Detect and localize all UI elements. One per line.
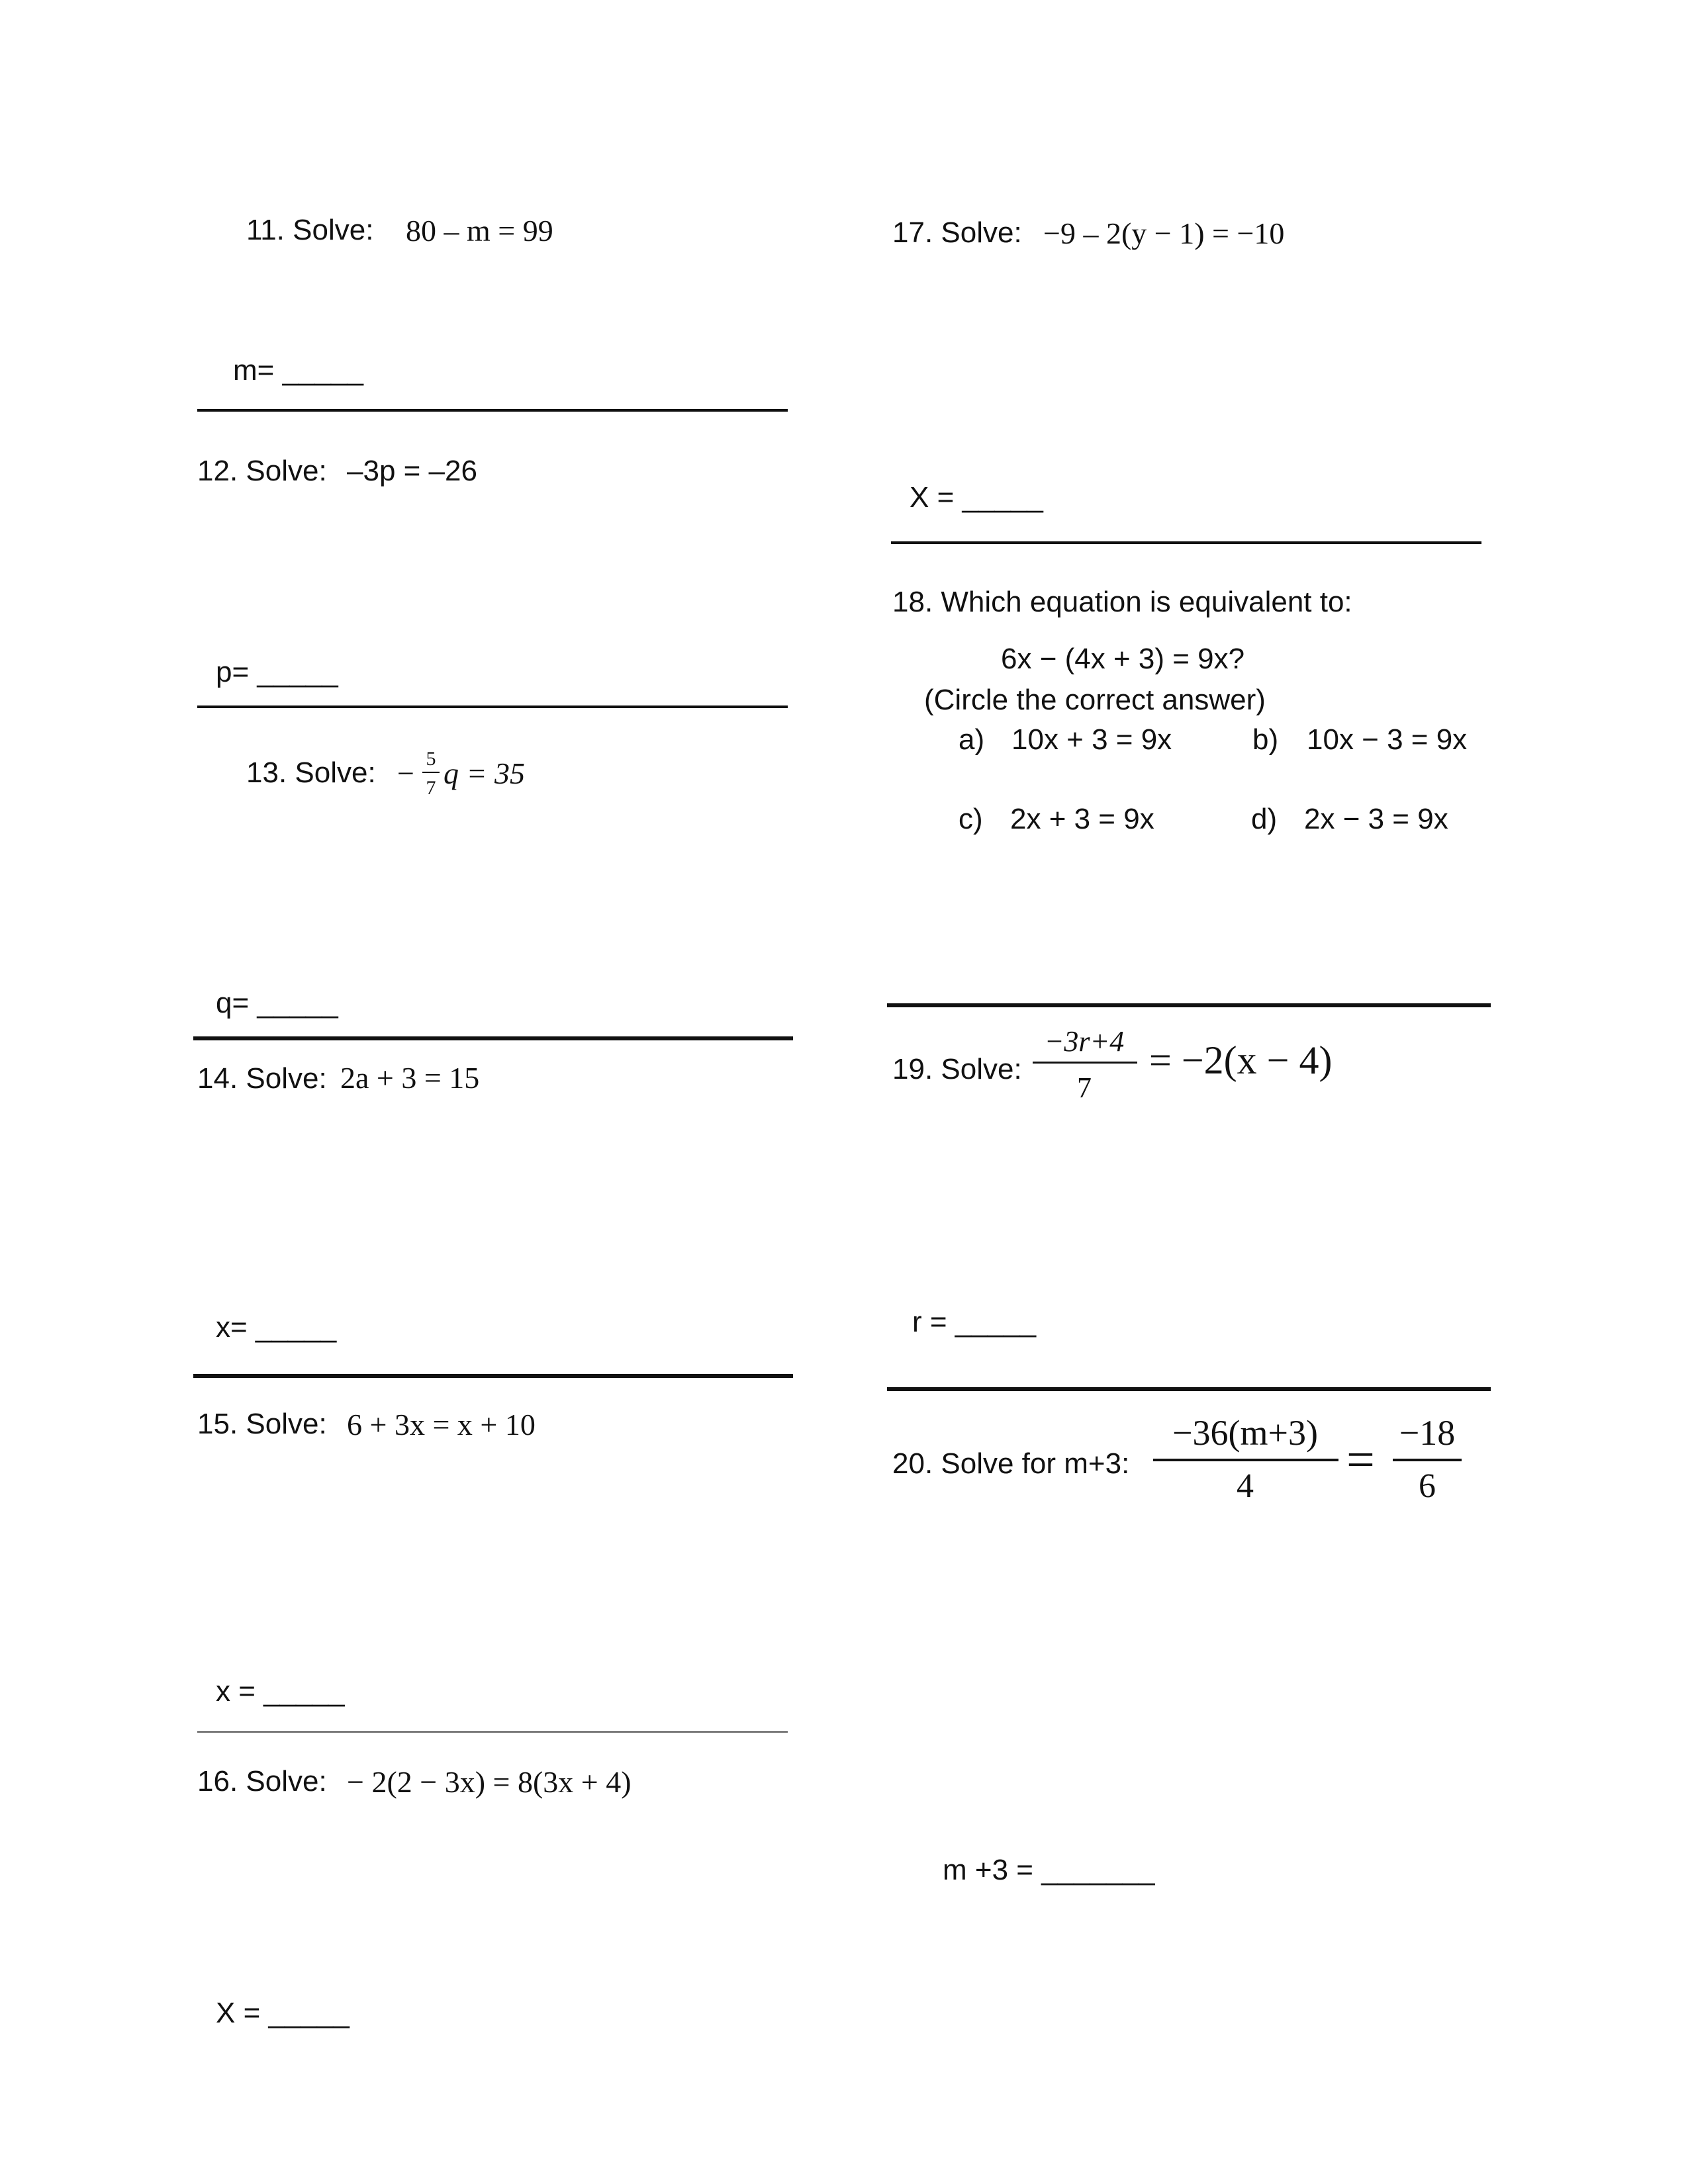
q11-label: 11. Solve: (246, 214, 374, 246)
option-letter: b) (1252, 723, 1279, 756)
q18-equation: 6x − (4x + 3) = 9x? (1001, 643, 1245, 675)
q19-answer-blank[interactable]: r = _____ (912, 1306, 1037, 1338)
q13-fraction-numerator: 5 (426, 748, 436, 770)
q18-instruction: (Circle the correct answer) (924, 684, 1266, 716)
divider (887, 1387, 1491, 1391)
q20-equals: = (1346, 1432, 1375, 1488)
q11-equation: 80 – m = 99 (406, 214, 553, 248)
q20-left-denominator: 4 (1237, 1467, 1254, 1505)
q20-right-fraction-bar (1393, 1459, 1462, 1461)
q13-minus: − (397, 756, 414, 790)
q17-equation: −9 – 2(y − 1) = −10 (1043, 216, 1285, 250)
divider (197, 409, 788, 412)
option-text: 10x + 3 = 9x (1011, 723, 1172, 756)
option-text: 2x − 3 = 9x (1304, 803, 1448, 835)
q18-prompt: 18. Which equation is equivalent to: (892, 586, 1352, 618)
divider (891, 541, 1481, 544)
q14-equation: 2a + 3 = 15 (340, 1061, 480, 1095)
q12-equation: –3p = –26 (347, 455, 477, 487)
q11-answer-blank[interactable]: m= _____ (233, 354, 363, 387)
q19-fraction-denominator: 7 (1077, 1071, 1092, 1104)
q19-fraction-bar (1033, 1062, 1137, 1064)
q16-label: 16. Solve: (197, 1765, 327, 1797)
q16-equation: − 2(2 − 3x) = 8(3x + 4) (347, 1765, 632, 1799)
divider (887, 1003, 1491, 1007)
q13-rest (444, 758, 525, 789)
q16-answer-blank[interactable]: X = _____ (216, 1997, 350, 2029)
q19-label: 19. Solve: (892, 1053, 1022, 1085)
q20-left-fraction-bar (1153, 1459, 1338, 1461)
divider (197, 705, 788, 708)
q20-right-numerator: −18 (1399, 1413, 1456, 1453)
q13-rest-text: q = 35 (444, 756, 526, 790)
option-text: 2x + 3 = 9x (1010, 803, 1154, 835)
divider (197, 1731, 788, 1733)
q13-answer-blank[interactable]: q= _____ (216, 987, 338, 1019)
q15-answer-blank[interactable]: x = _____ (216, 1675, 345, 1707)
divider (193, 1374, 793, 1378)
option-letter: c) (959, 803, 983, 835)
divider (193, 1036, 793, 1040)
q20-left-numerator: −36(m+3) (1172, 1413, 1318, 1453)
q15-label: 15. Solve: (197, 1408, 327, 1440)
q20-label: 20. Solve for m+3: (892, 1447, 1130, 1480)
q13-fraction-bar (422, 772, 440, 773)
q14-label: 14. Solve: (197, 1062, 327, 1095)
q13-fraction-denominator: 7 (426, 777, 436, 799)
q19-fraction-numerator: −3r+4 (1044, 1025, 1125, 1058)
q14-answer-blank[interactable]: x= _____ (216, 1311, 337, 1343)
q12-answer-blank[interactable]: p= _____ (216, 656, 338, 688)
q12-label: 12. Solve: (197, 455, 327, 487)
q13-label: 13. Solve: (246, 756, 376, 789)
q20-right-denominator: 6 (1419, 1467, 1436, 1505)
q17-label: 17. Solve: (892, 216, 1022, 249)
q20-answer-blank[interactable]: m +3 = _______ (943, 1854, 1155, 1886)
q15-equation: 6 + 3x = x + 10 (347, 1408, 536, 1441)
q19-rest: = −2(x − 4) (1149, 1038, 1333, 1082)
option-letter: a) (959, 723, 985, 756)
option-letter: d) (1251, 803, 1278, 835)
q17-answer-blank[interactable]: X = _____ (910, 481, 1043, 514)
option-text: 10x − 3 = 9x (1307, 723, 1468, 756)
